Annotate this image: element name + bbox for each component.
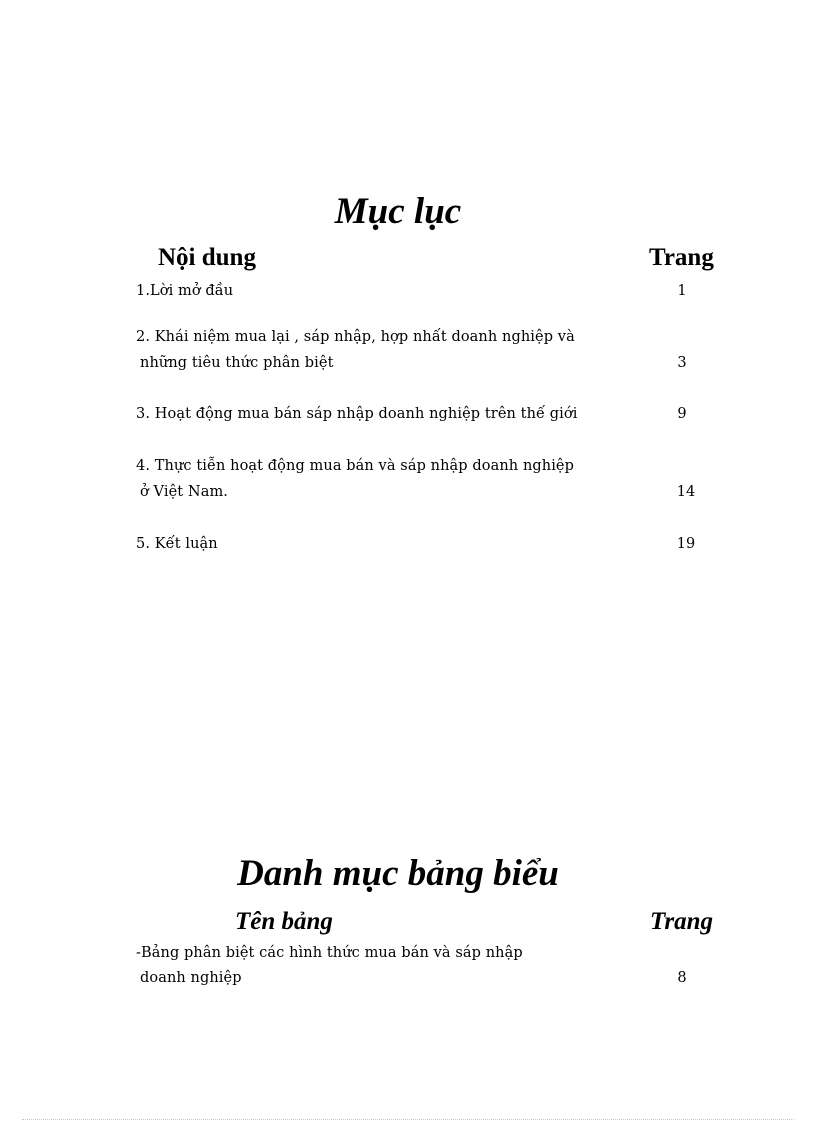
toc-entry-2-title: 2. Khái niệm mua lại , sáp nhập, hợp nhất doanh nghiệp và [136,329,575,345]
tables-entry-1-title-cont: doanh nghiệp [140,970,242,986]
toc-entry-3-page: 9 [677,406,687,422]
toc-entry-3-title: 3. Hoạt động mua bán sáp nhập doanh nghiệp trên thế giới [136,406,578,422]
toc-entry-5-page: 19 [676,536,696,552]
toc-title: Mục lục [334,191,462,232]
tables-entry-1-title: -Bảng phân biệt các hình thức mua bán và sáp nhập [136,945,523,961]
toc-column-content-header: Nội dung [158,244,256,271]
toc-entry-1-page: 1 [677,283,687,299]
tables-entry-1-page: 8 [677,970,687,986]
toc-entry-2-title-cont: những tiêu thức phân biệt [140,355,334,371]
toc-column-page-header: Trang [649,244,714,271]
toc-entry-4-page: 14 [676,484,696,500]
toc-entry-5-title: 5. Kết luận [136,536,218,552]
toc-entry-4-title-cont: ở Việt Nam. [140,484,229,500]
page-bottom-rule [22,1119,794,1120]
toc-entry-1-title: 1.Lời mở đầu [136,283,234,299]
toc-entry-2-page: 3 [677,355,687,371]
tables-column-page-header: Trang [650,908,713,935]
tables-column-name-header: Tên bảng [235,908,333,935]
tables-list-title: Danh mục bảng biểu [237,853,559,894]
toc-entry-4-title: 4. Thực tiễn hoạt động mua bán và sáp nhập doanh nghiệp [136,458,575,474]
